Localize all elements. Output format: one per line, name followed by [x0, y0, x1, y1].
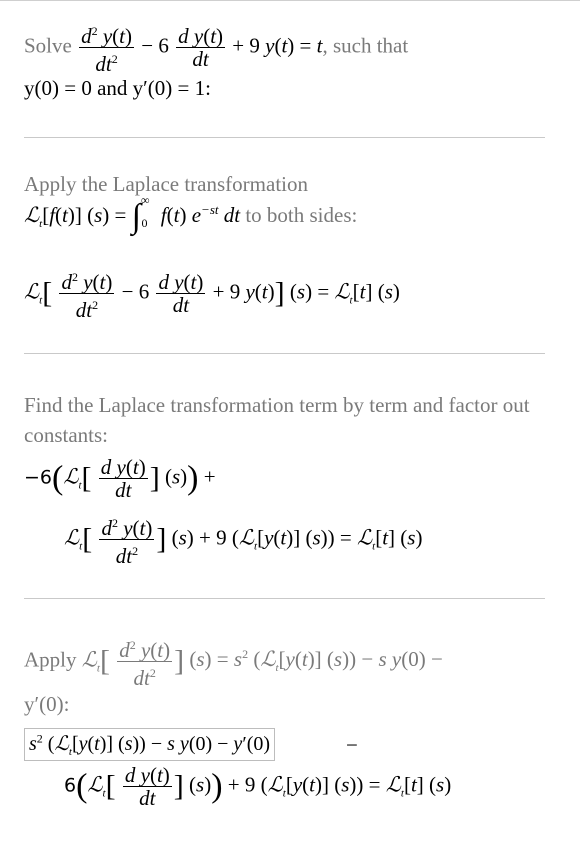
divider-2 — [24, 353, 545, 354]
step3-equation-line1: −6(ℒ$_t$[ $\frac{\text{d y(t)}}{dt}$ ] (s)) + — [24, 455, 216, 502]
top-border — [0, 0, 580, 1]
such-that-text: , such that — [322, 33, 409, 58]
problem-statement: Solve $\frac{d^2 y(t)}{dt^2}$ − 6 $\frac{\text{d y(t)}}{dt}$ + 9 y(t) = t, such that — [24, 20, 408, 75]
apply-label: Apply — [24, 647, 77, 672]
second-derivative-fraction: $\frac{d^2 y(t)}{dt^2}$ — [79, 20, 134, 75]
divider-3 — [24, 598, 545, 599]
highlighted-expression: $s^2$ (ℒ$_t$[y(t)] (s)) − s y(0) − y′(0) — [24, 728, 275, 761]
step4-equation-line2: 6(ℒ$_t$[ $\frac{\text{d y(t)}}{dt}$ ] (s)) + 9 (ℒ$_t$[y(t)] (s)) = ℒ$_t$[t] (s) — [64, 763, 452, 810]
initial-conditions-text: y(0) = 0 and y′(0) = 1: — [24, 76, 211, 100]
apply-rule-continuation: y′(0): — [24, 692, 70, 716]
apply-laplace-text: Apply the Laplace transformation — [24, 172, 308, 196]
first-derivative-fraction: $\frac{\text{d y(t)}}{dt}$ — [178, 24, 224, 71]
divider-1 — [24, 137, 545, 138]
transformed-equation: ℒ$_t$[ $\frac{d^2 y(t)}{dt^2}$ − 6 $\frac{\text{d y(t)}}{dt}$ + 9 y(t)] (s) = ℒ$_t$[t] (s) — [24, 266, 400, 321]
to-both-sides-text: to both sides: — [245, 202, 358, 227]
term-by-term-text: Find the Laplace transformation term by term and factor out constants: — [24, 393, 530, 447]
step3-equation-line2: ℒ$_t$[ $\frac{d^2 y(t)}{dt^2}$ ] (s) + 9 (ℒ$_t$[y(t)] (s)) = ℒ$_t$[t] (s) — [64, 512, 422, 567]
initial-conditions — [24, 76, 211, 101]
laplace-definition: ℒ$_t$[f(t)] $(s) = \int^\infty_0$ f(t) $e^{-st}$ dt to both sides: — [24, 192, 358, 235]
apply-rule-line: Apply ℒ$_t$[ $\frac{d^2 y(t)}{dt^2}$ ] $(s) = s^2$ (ℒ$_t$[y(t)] (s)) − s y(0) − — [24, 634, 443, 689]
minus-sign: − — [346, 733, 358, 757]
solve-label: Solve — [24, 33, 72, 58]
